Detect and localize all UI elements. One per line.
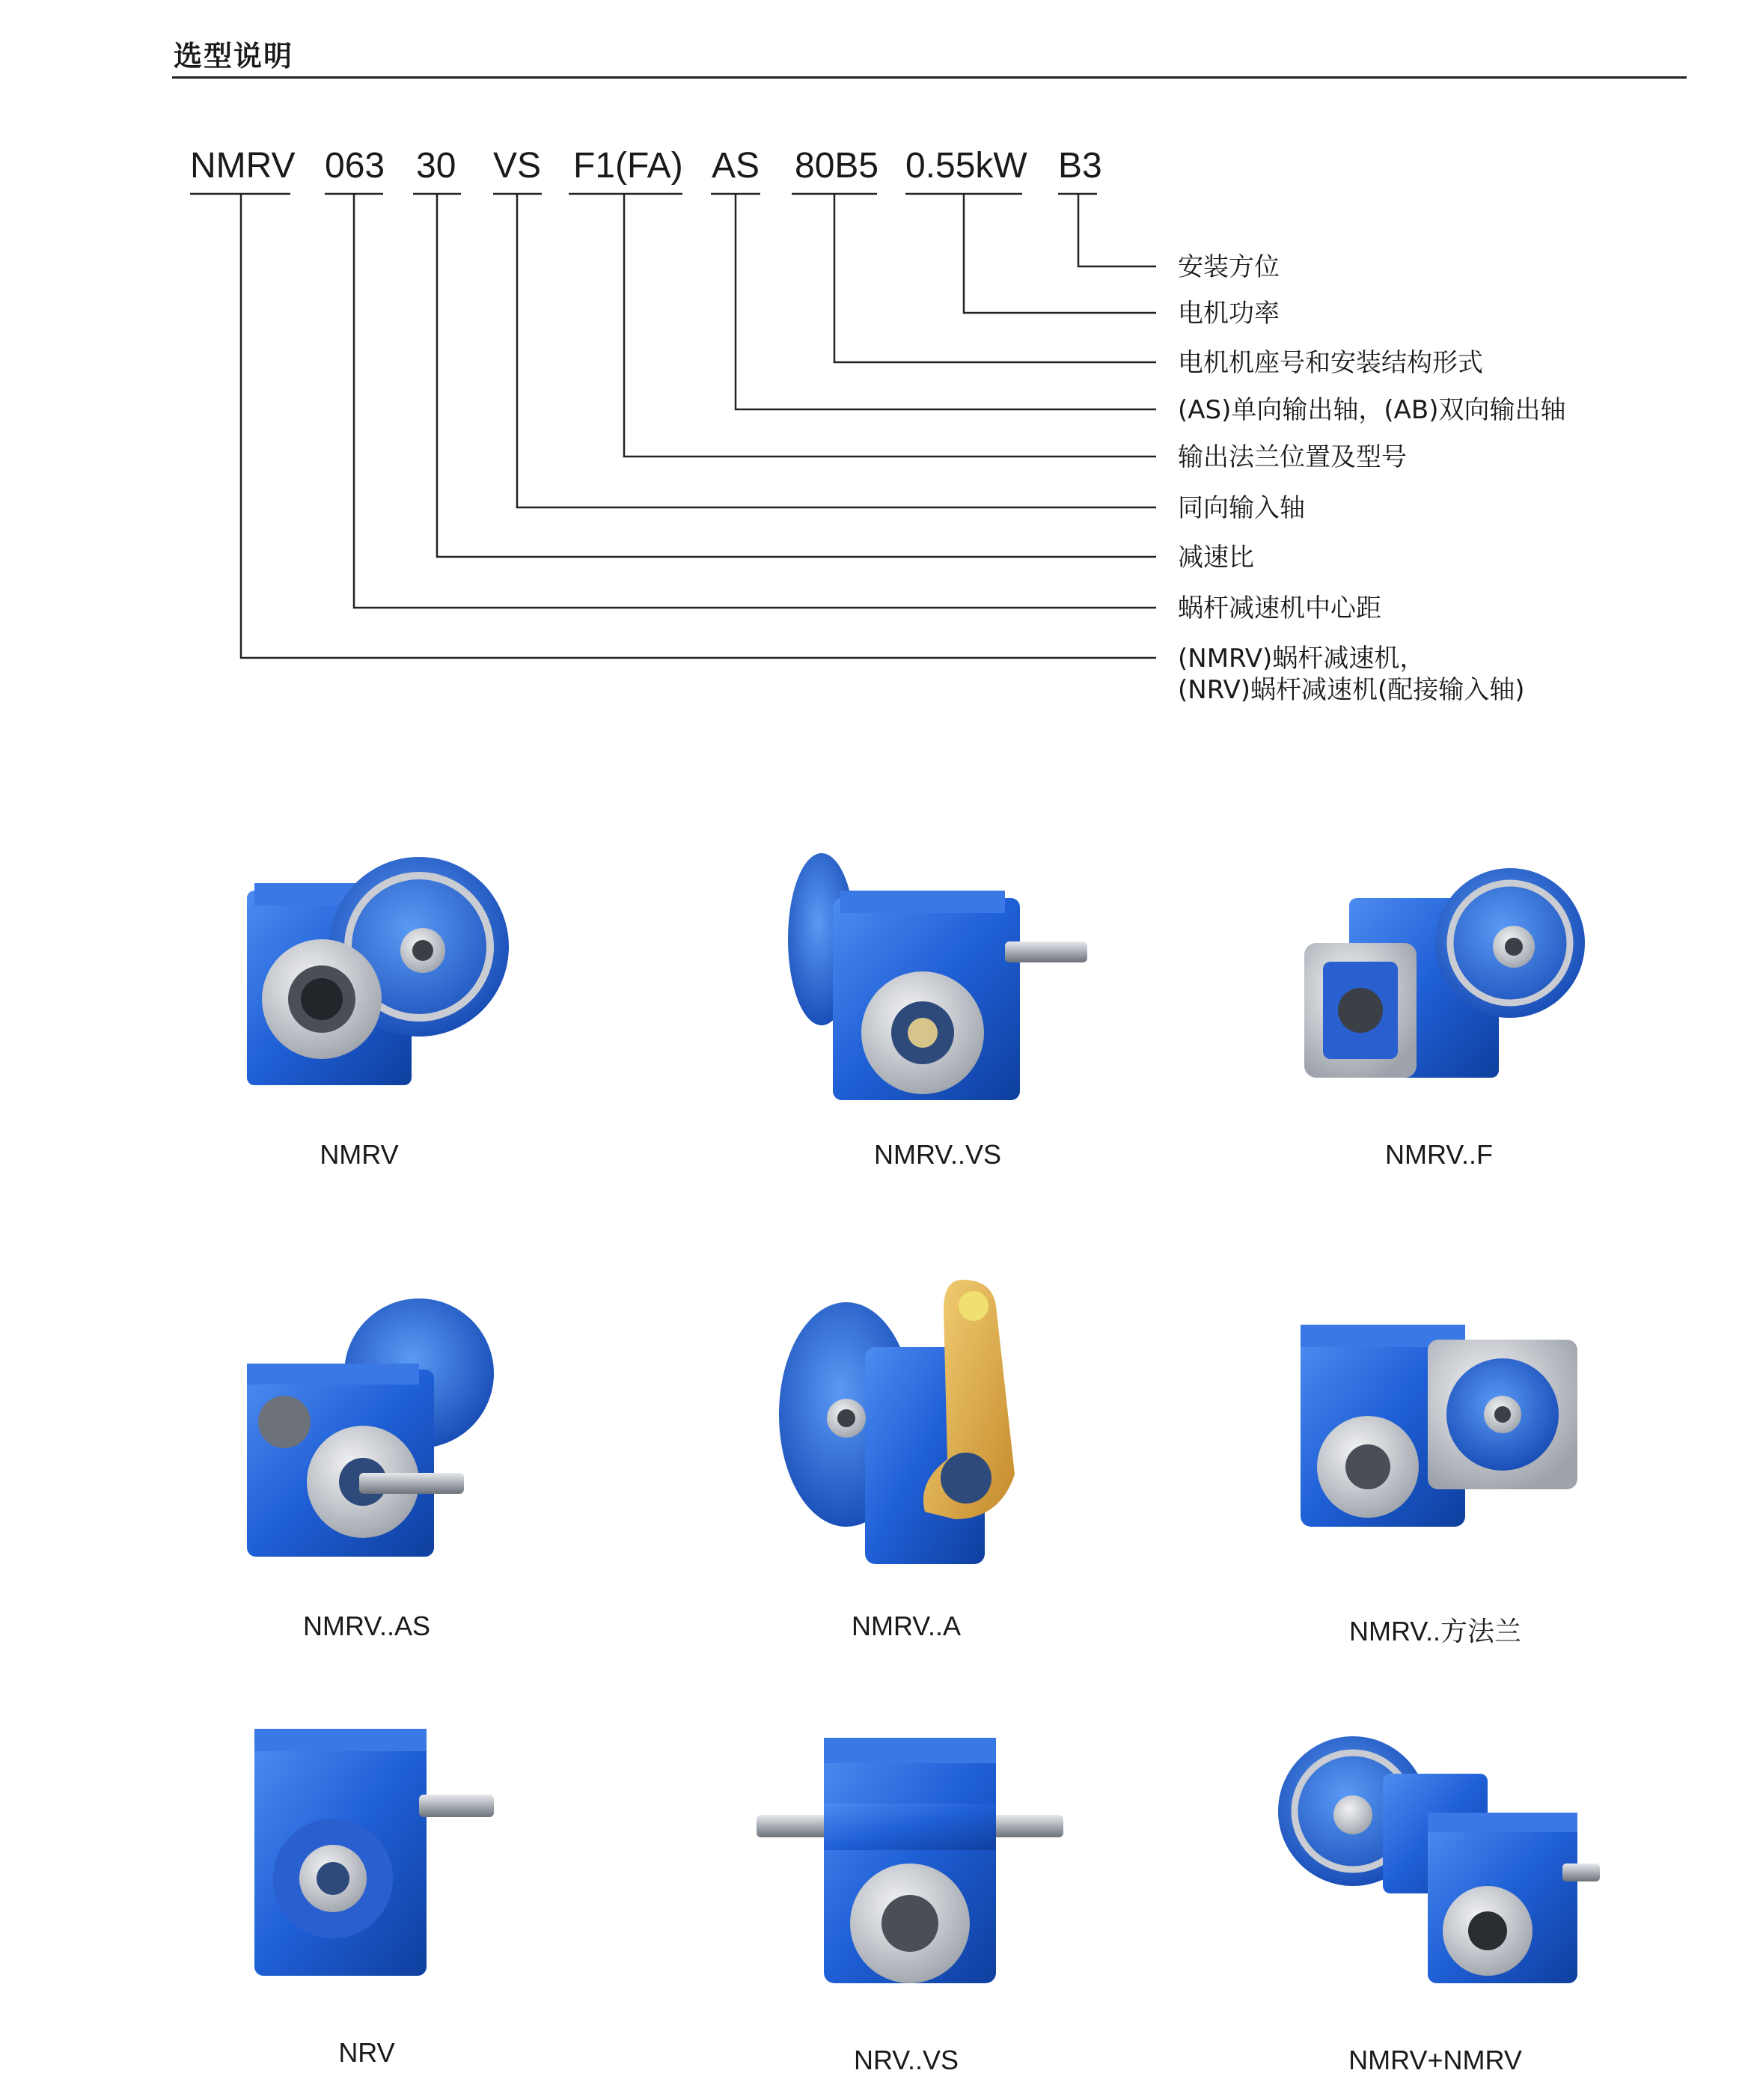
product-image-nmrv [232, 838, 516, 1115]
code-part-size: 063 [325, 146, 385, 186]
desc-input-shaft: 同向输入轴 [1178, 493, 1305, 523]
desc-series-nrv: (NRV)蜗杆减速机(配接输入轴) [1178, 675, 1525, 705]
product-caption: NMRV..方法兰 [1348, 1616, 1522, 1646]
desc-output-shaft: (AS)单向输出轴，(AB)双向输出轴 [1178, 395, 1566, 425]
product-image-nmrv-f [1297, 861, 1596, 1115]
page-title: 选型说明 [174, 40, 294, 73]
code-part-ratio: 30 [416, 146, 456, 186]
desc-motor-power: 电机功率 [1178, 299, 1280, 329]
desc-mounting-position: 安装方位 [1178, 252, 1280, 282]
product-image-nrv-vs [749, 1729, 1071, 1998]
product-caption: NMRV [320, 1139, 399, 1170]
code-part-input: VS [493, 146, 542, 186]
product-image-nrv [247, 1721, 494, 1998]
desc-series-nmrv: (NMRV)蜗杆减速机， [1178, 644, 1425, 674]
product-caption: NMRV..AS [302, 1611, 431, 1641]
product-image-nmrv-square-flange [1293, 1317, 1577, 1572]
code-connector-lines [0, 0, 1754, 748]
product-image-nmrv-vs [780, 853, 1095, 1115]
product-caption: NMRV..F [1384, 1139, 1494, 1170]
product-image-nmrv-as [239, 1295, 524, 1572]
desc-center-distance: 蜗杆减速机中心距 [1178, 593, 1381, 623]
product-caption: NRV [338, 2037, 395, 2068]
product-caption: NMRV..A [851, 1611, 962, 1641]
product-caption: NRV..VS [853, 2045, 959, 2075]
product-image-nmrv-a [775, 1265, 1045, 1572]
code-part-flange: F1(FA) [573, 146, 683, 186]
desc-ratio: 减速比 [1178, 543, 1254, 573]
code-part-motor-frame: 80B5 [795, 146, 879, 186]
product-image-nmrv-nmrv [1271, 1729, 1600, 1998]
code-part-shaft: AS [712, 146, 760, 186]
code-part-series: NMRV [190, 146, 296, 186]
desc-motor-frame: 电机机座号和安装结构形式 [1178, 348, 1483, 378]
code-part-power: 0.55kW [905, 146, 1027, 186]
code-part-mounting: B3 [1058, 146, 1102, 186]
product-caption: NMRV+NMRV [1348, 2045, 1522, 2075]
desc-output-flange: 输出法兰位置及型号 [1178, 442, 1407, 472]
product-caption: NMRV..VS [873, 1139, 1002, 1170]
